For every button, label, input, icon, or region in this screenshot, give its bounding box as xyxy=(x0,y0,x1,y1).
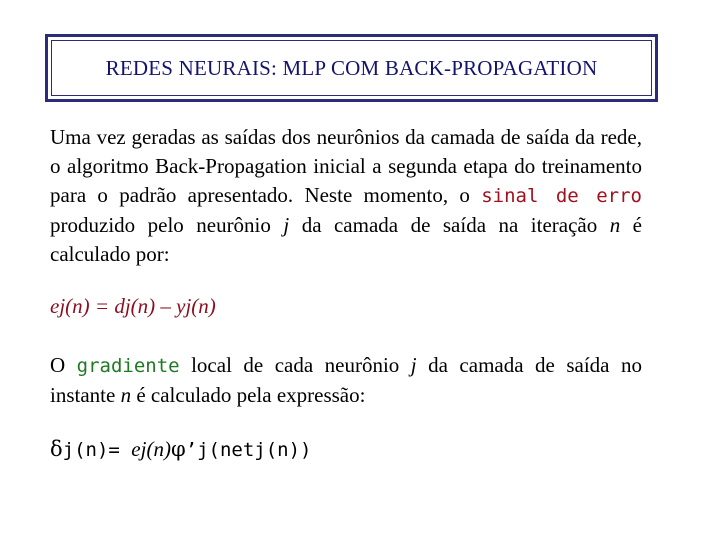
phi-symbol: φ xyxy=(170,437,186,461)
error-equation: ej(n) = dj(n) – yj(n) xyxy=(50,294,216,318)
title-frame xyxy=(45,34,658,102)
gradient-equation xyxy=(50,437,312,462)
paragraph1-text-1: Uma vez geradas as saídas dos neurônios da camada de saída da rede, o algoritmo Back-Propagation inicial a segunda etapa do treinamento para o padrão apresentado. Neste momento, o xyxy=(50,125,642,207)
paragraph-error-signal xyxy=(50,123,642,269)
paragraph1-text-2: produzido pelo neurônio xyxy=(50,213,284,237)
paragraph1-text-3: da camada de saída na iteração xyxy=(289,213,610,237)
title-inner-border xyxy=(51,40,652,96)
paragraph2-text-4: é calculado pela expressão: xyxy=(131,383,366,407)
paragraph2-text-3: da camada de saída no instante xyxy=(50,353,642,407)
delta-symbol: δ xyxy=(50,437,63,461)
slide-title: REDES NEURAIS: MLP COM BACK-PROPAGATION xyxy=(105,55,598,80)
activation-derivative: ’j(netj(n)) xyxy=(185,439,312,461)
paragraph-gradient xyxy=(50,351,642,410)
gradient-lhs: j(n)= xyxy=(62,439,132,461)
variable-n: n xyxy=(120,383,132,407)
variable-j: j xyxy=(283,213,290,237)
paragraph1-text-4: é calculado por: xyxy=(50,213,642,266)
paragraph2-text-2: local de cada neurônio xyxy=(179,353,411,377)
paragraph2-text-1: O xyxy=(50,353,77,377)
highlight-gradiente: gradiente xyxy=(76,355,180,377)
error-term: ej(n) xyxy=(131,437,171,461)
variable-j: j xyxy=(410,353,417,377)
variable-n: n xyxy=(609,213,621,237)
highlight-sinal-de-erro: sinal de erro xyxy=(481,185,642,207)
